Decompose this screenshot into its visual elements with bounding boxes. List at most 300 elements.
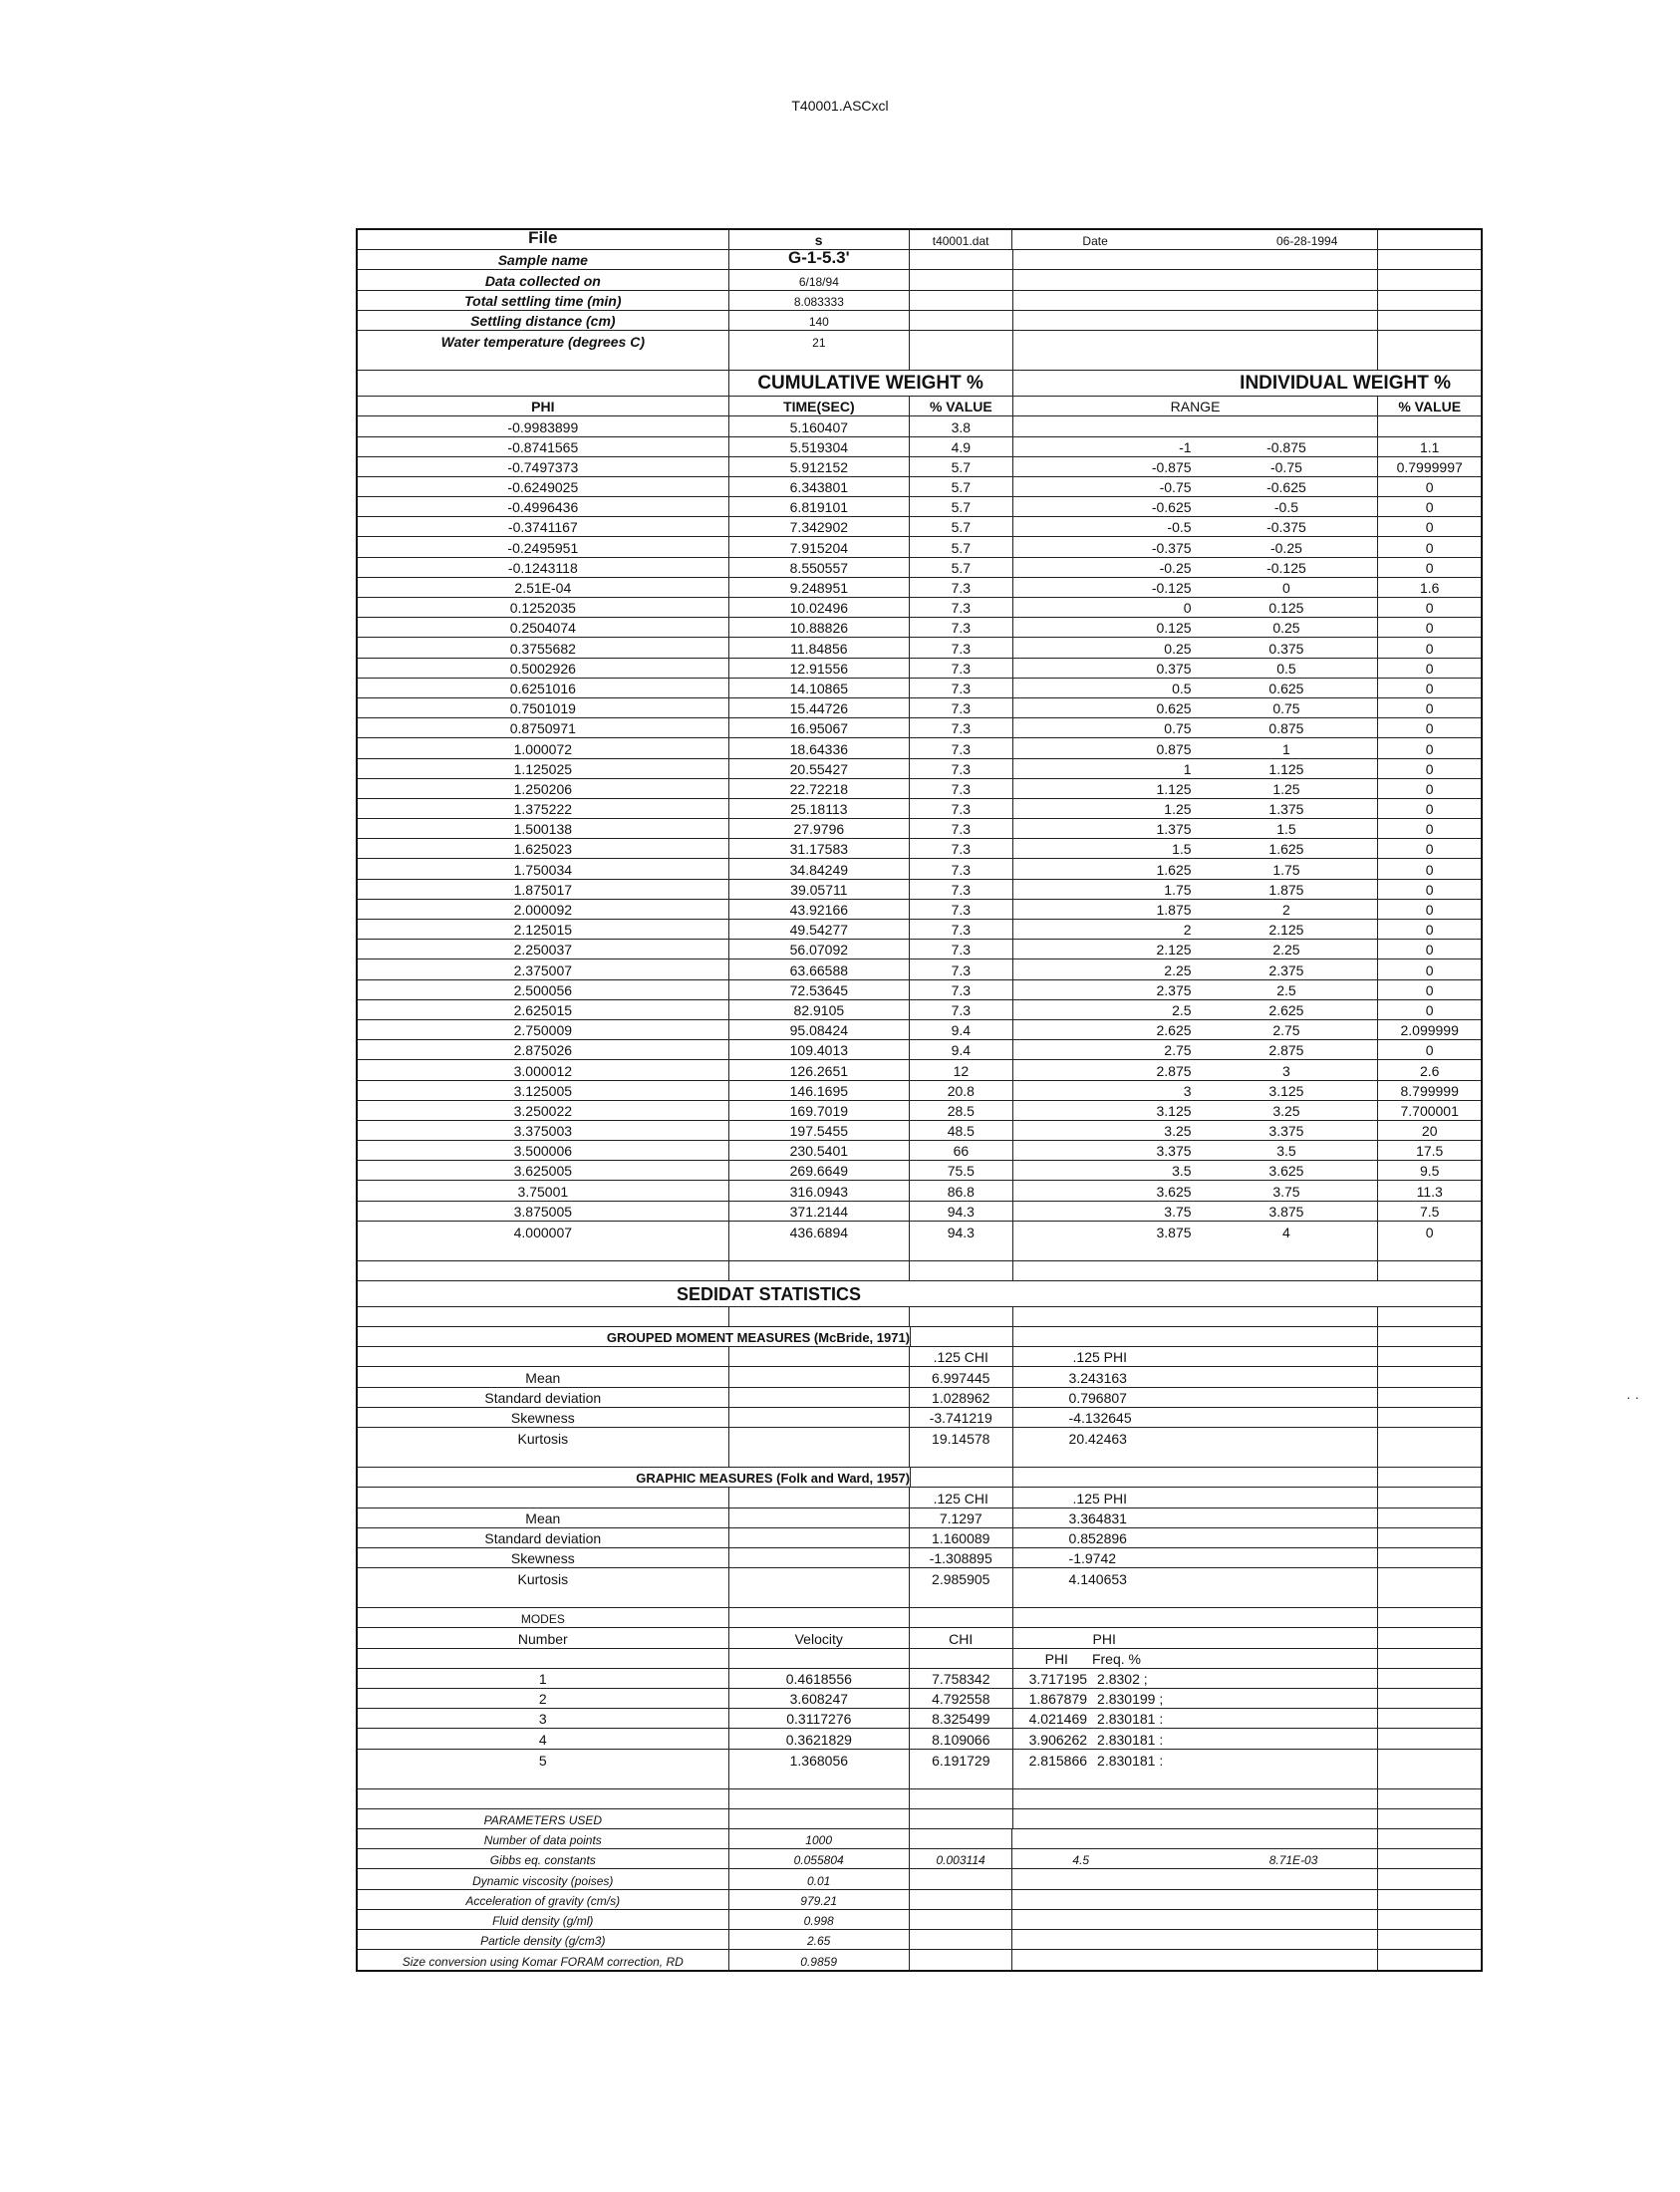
cum-value-cell: 7.3	[910, 578, 1013, 597]
empty-cell	[1378, 250, 1481, 269]
range-end: 0.625	[1268, 680, 1304, 696]
mode-phi: 3.906262	[1028, 1731, 1088, 1748]
ind-value-cell: 0	[1425, 499, 1434, 516]
phi-cell: 1.375222	[358, 799, 729, 818]
param-value: 0.055804	[729, 1849, 910, 1868]
params-title: PARAMETERS USED	[358, 1809, 729, 1828]
table-row	[358, 1141, 1481, 1161]
sample-info-row	[358, 311, 1481, 331]
cum-value-cell: 5.7	[910, 477, 1013, 496]
moment-phi-value: 3.243163	[1013, 1367, 1379, 1386]
param-value-4: 8.71E-03	[1268, 1853, 1318, 1868]
cum-value-cell: 7.3	[910, 759, 1013, 778]
spacer-row	[358, 1588, 1481, 1608]
table-row	[358, 659, 1481, 679]
range-cell	[1013, 698, 1379, 717]
moment-label: Skewness	[358, 1408, 729, 1427]
range-start: 0.875	[1156, 740, 1192, 757]
empty-cell	[1013, 270, 1379, 289]
range-end: 1.625	[1268, 841, 1304, 858]
ind-value-cell: 2.099999	[1400, 1022, 1459, 1039]
ind-value-cell: 9.5	[1419, 1163, 1440, 1180]
phi-cell: 1.750034	[358, 859, 729, 878]
range-end: 0.375	[1268, 640, 1304, 657]
graphic-row	[358, 1528, 1481, 1548]
table-row	[358, 1081, 1481, 1101]
range-start: -1	[1179, 438, 1192, 455]
cum-value-cell: 7.3	[910, 859, 1013, 878]
time-cell: 95.08424	[729, 1020, 910, 1039]
table-row	[358, 880, 1481, 900]
range-start: 0.25	[1164, 640, 1192, 657]
param-label: Acceleration of gravity (cm/s)	[358, 1890, 729, 1909]
phi-column-header: PHI	[358, 397, 729, 415]
empty-cell	[1378, 1849, 1481, 1868]
ind-value-cell: 0	[1425, 640, 1434, 657]
param-value-3-4	[1012, 1829, 1378, 1848]
range-end: 2.5	[1276, 981, 1296, 998]
mode-number: 2	[358, 1689, 729, 1708]
individual-weight-header: INDIVIDUAL WEIGHT %	[1240, 373, 1451, 395]
phi-cell: 0.7501019	[358, 698, 729, 717]
range-start: 0	[1183, 600, 1192, 617]
empty-cell	[1378, 1950, 1481, 1970]
cum-value-cell: 48.5	[910, 1121, 1013, 1140]
table-row	[358, 578, 1481, 598]
empty-cell	[1378, 1528, 1481, 1547]
time-cell: 18.64336	[729, 738, 910, 757]
range-cell	[1013, 1181, 1379, 1200]
phi-cell: 4.000007	[358, 1222, 729, 1241]
modes-row	[358, 1669, 1481, 1689]
range-cell	[1013, 759, 1379, 778]
table-row	[358, 457, 1481, 477]
empty-cell	[1378, 1669, 1481, 1688]
param-label: Number of data points	[358, 1829, 729, 1848]
range-cell	[1013, 638, 1379, 657]
moment-phi-header: .125 PHI	[1013, 1347, 1379, 1366]
ind-value-cell: 11.3	[1416, 1183, 1443, 1200]
phi-cell: -0.4996436	[358, 497, 729, 516]
modes-row	[358, 1689, 1481, 1709]
table-row	[358, 718, 1481, 738]
phi-cell: 2.875026	[358, 1040, 729, 1059]
moment-chi-value: 1.028962	[910, 1388, 1013, 1407]
table-row	[358, 698, 1481, 718]
phi-cell: -0.9983899	[358, 416, 729, 435]
ind-value-cell: 1.1	[1419, 438, 1440, 455]
mode-phi: 1.867879	[1028, 1691, 1088, 1708]
cum-value-cell: 20.8	[910, 1081, 1013, 1100]
param-value: 1000	[729, 1829, 910, 1848]
spacer-row	[358, 1789, 1481, 1809]
cumulative-weight-header: CUMULATIVE WEIGHT %	[729, 371, 1013, 396]
graphic-title: GRAPHIC MEASURES (Folk and Ward, 1957)	[636, 1471, 911, 1487]
phi-cell: 0.6251016	[358, 679, 729, 697]
range-start: -0.5	[1167, 519, 1192, 536]
param-value-2	[910, 1950, 1013, 1970]
empty-cell	[1378, 1408, 1481, 1427]
range-end: -0.875	[1266, 438, 1306, 455]
moment-phi-value: -4.132645	[1013, 1408, 1379, 1427]
phi-cell: -0.6249025	[358, 477, 729, 496]
mode-freq: 2.830181 :	[1097, 1752, 1164, 1769]
mode-velocity: 0.3621829	[729, 1729, 910, 1748]
mode-phi-freq	[1013, 1669, 1379, 1688]
mode-velocity: 0.3117276	[729, 1709, 910, 1728]
sample-info-label: Sample name	[358, 250, 729, 269]
range-start: 0.75	[1164, 720, 1192, 737]
empty-cell	[910, 250, 1013, 269]
margin-mark: · ·	[1626, 1389, 1640, 1405]
empty-cell	[1013, 291, 1379, 310]
ind-value-cell: 0	[1425, 1225, 1434, 1240]
param-label: Fluid density (g/ml)	[358, 1910, 729, 1929]
sample-info-label: Water temperature (degrees C)	[358, 331, 729, 351]
range-cell	[1013, 1000, 1379, 1019]
empty-cell	[1378, 1367, 1481, 1386]
time-column-header: TIME(SEC)	[729, 397, 910, 415]
weight-header-row	[358, 371, 1481, 397]
moment-title: GROUPED MOMENT MEASURES (McBride, 1971)	[606, 1330, 911, 1346]
range-column-header: RANGE	[1013, 397, 1379, 415]
range-cell	[1013, 416, 1379, 435]
range-end: 2.875	[1268, 1042, 1304, 1059]
mode-chi: 4.792558	[910, 1689, 1013, 1708]
phi-cell: 2.625015	[358, 1000, 729, 1019]
ind-value-cell: 0	[1425, 559, 1434, 576]
cum-value-cell: 3.8	[910, 416, 1013, 435]
graphic-row	[358, 1508, 1481, 1528]
range-cell	[1013, 497, 1379, 516]
table-row	[358, 598, 1481, 618]
param-value: 0.9859	[729, 1950, 910, 1970]
table-row	[358, 1202, 1481, 1222]
modes-phi-header: PHI	[1013, 1628, 1379, 1647]
ind-value-cell: 0	[1425, 720, 1434, 737]
mode-velocity: 0.4618556	[729, 1669, 910, 1688]
range-start: 1.625	[1156, 861, 1192, 878]
sedidat-sheet	[356, 228, 1483, 1972]
range-end: 1	[1282, 740, 1290, 757]
table-row	[358, 900, 1481, 920]
range-cell	[1013, 738, 1379, 757]
range-start: 1.5	[1172, 841, 1192, 858]
ind-value-cell: 8.799999	[1400, 1082, 1459, 1099]
moment-label: Standard deviation	[358, 1388, 729, 1407]
range-start: 1.25	[1164, 801, 1192, 818]
table-row	[358, 1060, 1481, 1080]
range-end: 2.25	[1272, 942, 1300, 959]
graphic-phi-value: 0.852896	[1013, 1528, 1379, 1547]
moment-chi-value: 19.14578	[910, 1428, 1013, 1448]
sample-info-value: 21	[729, 331, 910, 351]
range-cell	[1013, 959, 1379, 978]
table-row	[358, 416, 1481, 436]
params-row	[358, 1849, 1481, 1869]
mode-phi-freq	[1013, 1709, 1379, 1728]
range-cell	[1013, 1020, 1379, 1039]
range-start: -0.25	[1159, 559, 1192, 576]
range-cell	[1013, 578, 1379, 597]
spacer-row	[358, 1307, 1481, 1327]
phi-cell: 3.250022	[358, 1101, 729, 1120]
graphic-chi-value: 7.1297	[910, 1508, 1013, 1527]
phi-cell: -0.8741565	[358, 437, 729, 456]
cum-value-cell: 7.3	[910, 1000, 1013, 1019]
range-cell	[1013, 517, 1379, 536]
empty-cell	[729, 1528, 910, 1547]
time-cell: 22.72218	[729, 779, 910, 798]
date-label: Date	[1082, 234, 1108, 249]
graphic-row	[358, 1568, 1481, 1588]
ind-value-cell: 0	[1425, 922, 1434, 939]
mode-number: 3	[358, 1709, 729, 1728]
range-end: 1.5	[1276, 821, 1296, 838]
ind-value-cell: 0	[1425, 1001, 1434, 1018]
range-cell	[1013, 477, 1379, 496]
time-cell: 39.05711	[729, 880, 910, 899]
cum-value-cell: 5.7	[910, 517, 1013, 536]
param-value: 979.21	[729, 1890, 910, 1909]
time-cell: 169.7019	[729, 1101, 910, 1120]
time-cell: 10.88826	[729, 618, 910, 637]
range-end: 3.75	[1272, 1183, 1300, 1200]
table-row	[358, 980, 1481, 1000]
range-end: -0.5	[1273, 499, 1299, 516]
param-value-2	[910, 1890, 1013, 1909]
moment-row	[358, 1367, 1481, 1387]
table-row	[358, 799, 1481, 819]
table-row	[358, 679, 1481, 698]
empty-cell	[910, 270, 1013, 289]
range-cell	[1013, 779, 1379, 798]
empty-cell	[1378, 1890, 1481, 1909]
param-value-3-4	[1012, 1930, 1378, 1949]
table-row	[358, 1181, 1481, 1201]
empty-cell	[1378, 1388, 1481, 1407]
phi-cell: 3.375003	[358, 1121, 729, 1140]
time-cell: 109.4013	[729, 1040, 910, 1059]
range-end: 0.875	[1268, 720, 1304, 737]
range-start: 2	[1183, 922, 1192, 939]
phi-cell: 3.500006	[358, 1141, 729, 1160]
modes-sub-phi: PHI	[1044, 1650, 1068, 1667]
range-end: -0.125	[1266, 559, 1306, 576]
ind-value-cell: 0	[1425, 479, 1434, 496]
time-cell: 14.10865	[729, 679, 910, 697]
params-row	[358, 1829, 1481, 1849]
phi-cell: 1.250206	[358, 779, 729, 798]
time-cell: 230.5401	[729, 1141, 910, 1160]
range-start: 0.375	[1156, 660, 1192, 677]
param-value: 0.998	[729, 1910, 910, 1929]
ind-value-cell: 0	[1425, 961, 1434, 978]
time-cell: 10.02496	[729, 598, 910, 617]
graphic-phi-header: .125 PHI	[1013, 1488, 1379, 1507]
cum-value-cell: 7.3	[910, 880, 1013, 899]
cum-value-cell: 5.7	[910, 497, 1013, 516]
time-cell: 12.91556	[729, 659, 910, 678]
range-end: -0.25	[1269, 539, 1302, 556]
range-cell	[1013, 1141, 1379, 1160]
time-cell: 31.17583	[729, 839, 910, 858]
file-name: t40001.dat	[910, 230, 1013, 249]
ind-value-cell: 0	[1425, 841, 1434, 858]
time-cell: 27.9796	[729, 819, 910, 838]
range-cell	[1013, 1040, 1379, 1059]
time-cell: 72.53645	[729, 980, 910, 999]
params-title-row	[358, 1809, 1481, 1829]
moment-chi-header: .125 CHI	[910, 1347, 1013, 1366]
phi-cell: 2.750009	[358, 1020, 729, 1039]
empty-cell	[358, 1347, 729, 1366]
empty-cell	[910, 291, 1013, 310]
phi-cell: 2.125015	[358, 920, 729, 939]
mode-freq: 2.830181 :	[1097, 1711, 1164, 1728]
time-cell: 5.912152	[729, 457, 910, 476]
modes-title: MODES	[358, 1608, 729, 1627]
empty-cell	[358, 1488, 729, 1507]
sample-info-section	[358, 250, 1481, 351]
phi-cell: 0.1252035	[358, 598, 729, 617]
cum-value-cell: 7.3	[910, 819, 1013, 838]
date-value: 06-28-1994	[1276, 234, 1338, 249]
empty-cell	[1378, 270, 1481, 289]
range-end: 0.125	[1268, 600, 1304, 617]
sample-info-row	[358, 291, 1481, 311]
parameters-section	[358, 1829, 1481, 1970]
range-start: -0.625	[1151, 499, 1192, 516]
param-value-3-4	[1012, 1910, 1378, 1929]
time-cell: 25.18113	[729, 799, 910, 818]
range-end: 0.25	[1272, 620, 1300, 637]
param-value: 2.65	[729, 1930, 910, 1949]
params-row	[358, 1890, 1481, 1910]
empty-cell	[1378, 1750, 1481, 1770]
range-end: 0.75	[1272, 700, 1300, 717]
params-row	[358, 1950, 1481, 1970]
empty-cell	[1013, 311, 1379, 330]
time-cell: 269.6649	[729, 1161, 910, 1180]
table-row	[358, 1000, 1481, 1020]
cum-value-cell: 66	[910, 1141, 1013, 1160]
range-cell	[1013, 558, 1379, 577]
range-start: 1.375	[1156, 821, 1192, 838]
empty-cell	[729, 1548, 910, 1567]
mode-phi-freq	[1013, 1750, 1379, 1770]
time-cell: 9.248951	[729, 578, 910, 597]
time-cell: 126.2651	[729, 1060, 910, 1079]
param-value-2	[910, 1930, 1013, 1949]
column-header-row	[358, 397, 1481, 416]
empty-cell	[1378, 1689, 1481, 1708]
range-start: -0.125	[1151, 580, 1192, 596]
range-cell	[1013, 1101, 1379, 1120]
empty-cell	[1013, 331, 1379, 351]
moment-row	[358, 1428, 1481, 1448]
time-cell: 7.342902	[729, 517, 910, 536]
table-row	[358, 558, 1481, 578]
table-row	[358, 477, 1481, 497]
time-cell: 316.0943	[729, 1181, 910, 1200]
table-row	[358, 497, 1481, 517]
empty-cell	[1378, 1508, 1481, 1527]
table-row	[358, 920, 1481, 940]
mode-phi-freq	[1013, 1689, 1379, 1708]
empty-cell	[1378, 1930, 1481, 1949]
cum-value-cell: 7.3	[910, 679, 1013, 697]
time-cell: 5.160407	[729, 416, 910, 435]
range-end: 2.625	[1268, 1001, 1304, 1018]
cum-value-cell: 86.8	[910, 1181, 1013, 1200]
cum-value-cell: 7.3	[910, 738, 1013, 757]
param-value-3: 4.5	[1072, 1853, 1090, 1868]
phi-cell: 1.000072	[358, 738, 729, 757]
graphic-chi-value: -1.308895	[910, 1548, 1013, 1567]
graphic-chi-value: 2.985905	[910, 1568, 1013, 1588]
range-start: 2.125	[1156, 942, 1192, 959]
ind-value-cell: 0	[1425, 861, 1434, 878]
cum-value-cell: 28.5	[910, 1101, 1013, 1120]
range-start: -0.875	[1151, 458, 1192, 475]
range-cell	[1013, 437, 1379, 456]
range-start: 3.25	[1164, 1123, 1192, 1140]
ind-value-cell: 0	[1425, 620, 1434, 637]
cum-value-cell: 7.3	[910, 659, 1013, 678]
range-cell	[1013, 1222, 1379, 1241]
ind-value-cell: 0	[1425, 801, 1434, 818]
mode-phi: 4.021469	[1028, 1711, 1088, 1728]
table-row	[358, 517, 1481, 537]
phi-cell: -0.1243118	[358, 558, 729, 577]
spacer-row	[358, 1448, 1481, 1468]
file-label: File	[358, 230, 729, 249]
sample-info-value: 6/18/94	[729, 270, 910, 289]
stats-title-row	[358, 1281, 1481, 1307]
graphic-phi-value: -1.9742	[1013, 1548, 1379, 1567]
range-end: 3.625	[1268, 1163, 1304, 1180]
time-cell: 146.1695	[729, 1081, 910, 1100]
cum-value-cell: 94.3	[910, 1222, 1013, 1241]
phi-cell: 3.625005	[358, 1161, 729, 1180]
empty-cell	[729, 1347, 910, 1366]
empty-cell	[1378, 1347, 1481, 1366]
range-cell	[1013, 1202, 1379, 1221]
mode-chi: 6.191729	[910, 1750, 1013, 1770]
cum-value-cell: 4.9	[910, 437, 1013, 456]
table-row	[358, 1020, 1481, 1040]
table-row	[358, 859, 1481, 879]
param-label: Size conversion using Komar FORAM correction, RD	[358, 1950, 729, 1970]
range-end: 2.75	[1272, 1022, 1300, 1039]
range-start: 3	[1183, 1082, 1192, 1099]
modes-subheader-row	[358, 1649, 1481, 1669]
range-end: 3.375	[1268, 1123, 1304, 1140]
empty-cell	[729, 1508, 910, 1527]
empty-cell	[1378, 1568, 1481, 1588]
modes-chi-header: CHI	[910, 1628, 1013, 1647]
range-start: 2.625	[1156, 1022, 1192, 1039]
range-cell	[1013, 659, 1379, 678]
cum-value-cell: 7.3	[910, 940, 1013, 959]
moment-phi-value: 20.42463	[1013, 1428, 1379, 1448]
range-start: 2.75	[1164, 1042, 1192, 1059]
time-cell: 63.66588	[729, 959, 910, 978]
cum-value-cell: 7.3	[910, 618, 1013, 637]
graphic-chi-header: .125 CHI	[910, 1488, 1013, 1507]
param-label: Dynamic viscosity (poises)	[358, 1869, 729, 1888]
